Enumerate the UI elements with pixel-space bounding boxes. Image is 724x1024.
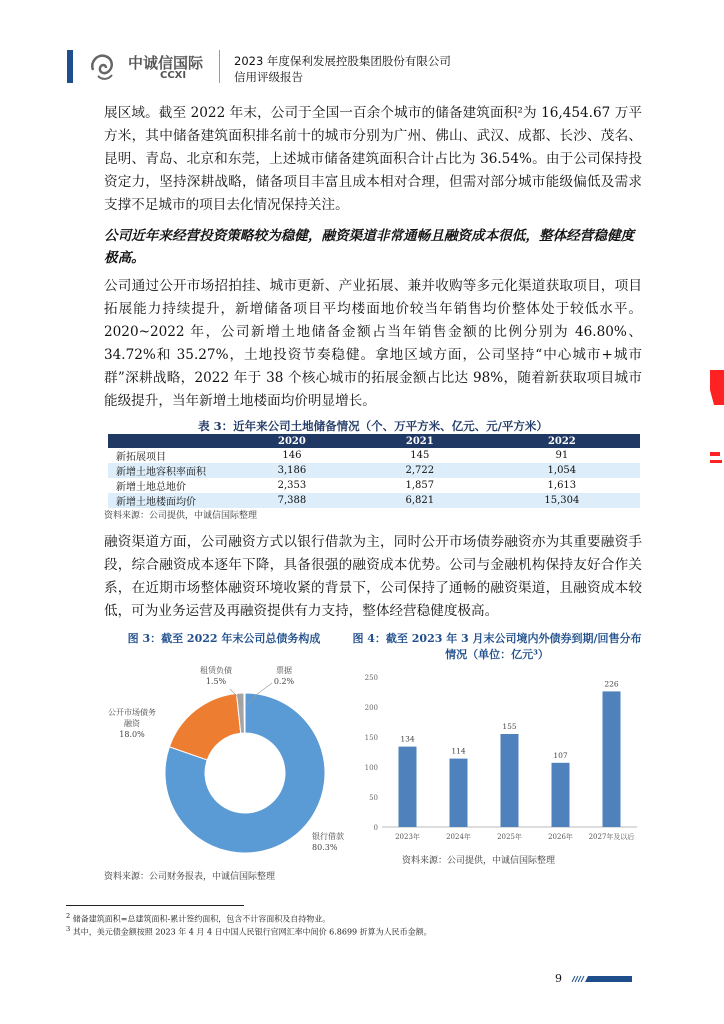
report-subtitle: 信用评级报告 [234,70,303,84]
x-tick-label: 2024年 [446,833,471,841]
slice-label: 票据 [276,666,292,675]
x-tick-label: 2023年 [395,833,420,841]
paragraph-investment: 公司通过公开市场招拍挂、城市更新、产业拓展、兼并收购等多元化渠道获取项目，项目拓展能力持续提升，新增储备项目平均楼面地价较当年销售均价整体处于较低水平。2020~2022 年，公司新增土地储备金额占当年销售金额的比例分别为 46.80%、34.72%和 35.27%，土地投资节奏稳健。拿地区域方面，公司坚持“中心城市+城市群”深耕战略，2022 年于 38 个核心城市的拓展金额占比达 98%，随着新获取项目城市能级提升，当年新增土地楼面均价明显增长。 [104,278,642,409]
y-tick-label: 100 [364,764,378,772]
table-block [104,419,642,523]
bar-value-label: 114 [451,746,466,756]
table-row: 新增土地总地价 2,353 1,857 1,613 [116,480,577,493]
bar-chart-source: 资料来源：公司提供，中诚信国际整理 [402,856,556,866]
header-divider [219,50,220,83]
pie-chart-title: 图 3：截至 2022 年末公司总债务构成 [127,632,321,645]
slice-value-label: 1.5% [205,677,227,686]
bar-value-label: 226 [604,679,619,689]
paragraph-land-reserve: 展区域。截至 2022 年末，公司于全国一百余个城市的储备建筑面积²为 16,454.67 万平方米，其中储备建筑面积排名前十的城市分别为广州、佛山、武汉、成都、长沙、茂名、昆明、青岛、北京和东莞，上述城市储备建筑面积合计占比为 36.54%。由于公司保持投资定力，坚持深耕战略，储备项目丰富且成本相对合理，但需对部分城市能级偏低及需求支撑不足城市的项目去化情况保持关注。 [104,105,642,213]
x-tick-label: 2025年 [497,833,522,841]
figures-row [104,631,642,884]
paragraph-financing: 融资渠道方面，公司融资方式以银行借款为主，同时公开市场债券融资亦为其重要融资手段，综合融资成本逐年下降，具备很强的融资成本优势。公司与金融机构保持友好合作关系，在近期市场整体融资环境收紧的背景下，公司保持了通畅的融资渠道，且融资成本较低，可为业务运营及再融资提供有力支持，整体经营稳健度极高。 [104,534,642,619]
footnote-divider [66,905,244,906]
bar [501,734,519,827]
y-tick-label: 200 [364,704,378,712]
land-reserve-table: 2020 2021 2022 新拓展项目 146 145 91 新增土地容积率面积 3,186 2,722 1,054 新增土地总地价 2,353 1,857 1,613 新增土地楼面均价 7,388 6,821 15,304 [108,434,640,508]
slice-label: 融资 [124,719,140,728]
table-row: 新拓展项目 146 145 91 [116,450,569,463]
table-title: 表 3：近年来公司土地储备情况（个、万平方米、亿元、元/平方米） [198,419,548,433]
y-tick-label: 150 [364,734,378,742]
bar-value-label: 134 [400,734,415,744]
page-number: 9 [555,972,562,985]
y-tick-label: 0 [373,824,378,832]
bar-value-label: 155 [502,722,517,731]
footnote-3: $^3$ 其中，美元债金额按照 2023 年 4 月 4 日中国人民银行官网汇率中间价 6.8699 折算为人民币金额。 [66,925,432,937]
slice-label: 银行借款 [312,832,344,841]
y-tick-label: 50 [369,794,378,802]
main-content [104,102,642,902]
report-title: 2023 年度保利发展控股集团股份有限公司 [234,54,451,68]
page-footer-stripe-icon [570,975,632,983]
y-tick-label: 250 [364,674,378,682]
pie-chart-source: 资料来源：公司财务报表，中诚信国际整理 [104,872,276,882]
bar [450,759,468,827]
slice-value-label: 0.2% [273,677,295,686]
slice-value-label: 18.0% [119,730,145,739]
bar [399,747,417,827]
slice-value-label: 80.3% [312,843,338,852]
debt-structure-donut-chart [104,663,344,863]
bond-maturity-bar-chart [352,663,642,847]
pie-figure [104,631,344,884]
bar-chart-title: 图 4：截至 2023 年 3 月末公司境内外债券到期/回售分布情况（单位：亿元³） [352,632,642,661]
table-row: 新增土地楼面均价 7,388 6,821 15,304 [108,493,640,508]
slice-label: 公开市场债务 [108,708,156,717]
table-source: 资料来源：公司提供，中诚信国际整理 [104,511,258,521]
donut-slice [244,693,245,733]
seal-stamp-fragment-icon [708,370,724,490]
donut-slice [169,693,240,759]
slice-label: 租赁负债 [200,666,232,675]
bar [603,691,621,827]
table-row: 新增土地容积率面积 3,186 2,722 1,054 [108,463,640,478]
bar-value-label: 107 [553,750,568,760]
x-tick-label: 2026年 [548,833,573,841]
section-heading: 公司近年来经营投资策略较为稳健，融资渠道非常通畅且融资成本很低，整体经营稳健度极高。 [104,228,635,266]
header-accent-bar [67,50,73,83]
logo-text-en: CCXI [160,70,187,81]
bar [552,763,570,827]
logo-text: 中诚信国际 [128,54,204,72]
footnote-2: $^2$ 储备建筑面积=总建筑面积-累计签约面积，包含不计容面积及自持物业。 [66,912,331,924]
x-tick-label: 2027年及以后 [588,833,635,841]
bar-figure [352,631,642,884]
